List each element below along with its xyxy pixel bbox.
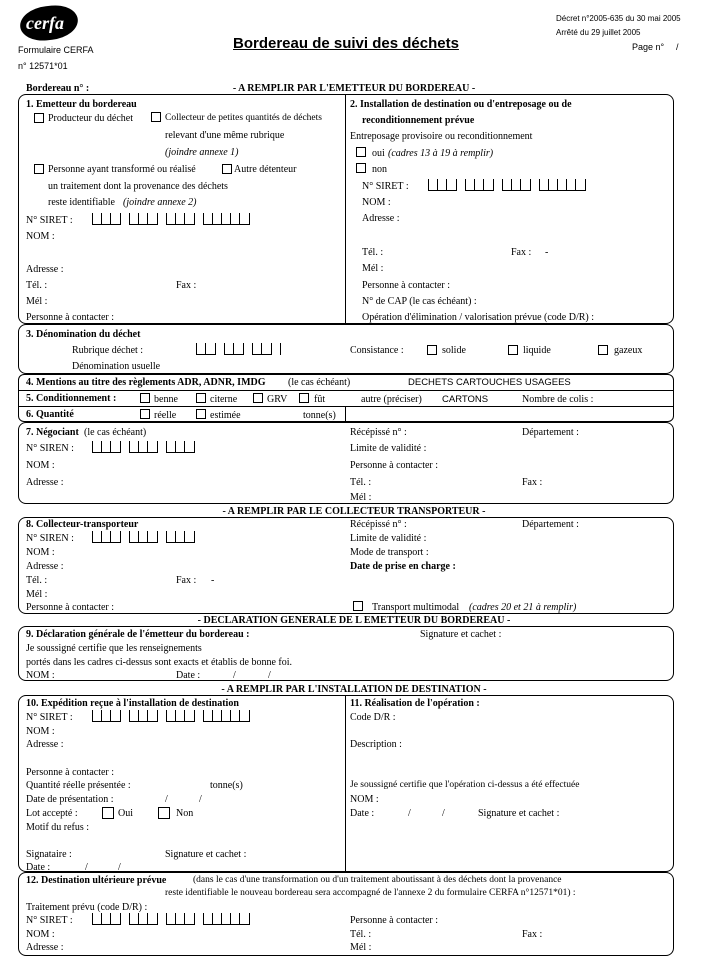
- benne-label: benne: [154, 394, 178, 405]
- transforme-label-3: reste identifiable: [48, 197, 115, 208]
- s10-date-sep-2: /: [118, 862, 121, 873]
- banner-declaration: - DECLARATION GENERALE DE L EMETTEUR DU BORDEREAU -: [197, 615, 511, 626]
- collecteur-label: Collecteur de petites quantités de déchets: [165, 113, 322, 123]
- section-2-title: 2. Installation de destination ou d'entreposage ou de: [350, 99, 572, 110]
- section-7-title: 7. Négociant: [26, 427, 79, 438]
- section-9-title: 9. Déclaration générale de l'émetteur du bordereau :: [26, 629, 250, 640]
- section-11-title: 11. Réalisation de l'opération :: [350, 698, 480, 709]
- s7-recepisse-label: Récépissé n° :: [350, 427, 407, 438]
- s2-operation-label: Opération d'élimination / valorisation prévue (code D/R) :: [362, 312, 595, 323]
- form-label: Formulaire CERFA: [18, 45, 94, 55]
- s2-fax-label: Fax :: [511, 247, 532, 258]
- s9-nom-label: NOM :: [26, 670, 55, 681]
- s10-date-pres-sep-1: /: [165, 794, 168, 805]
- s7-fax-label: Fax :: [522, 477, 543, 488]
- section-1-title: 1. Emetteur du bordereau: [26, 99, 137, 110]
- consistance-label: Consistance :: [350, 345, 404, 356]
- s9-text-1: Je soussigné certifie que les renseignements: [26, 643, 202, 654]
- autre-label: autre (préciser): [361, 394, 422, 405]
- s2-oui-checkbox[interactable]: [356, 147, 366, 157]
- section-4-value: DECHETS CARTOUCHES USAGEES: [408, 377, 571, 388]
- lot-oui-checkbox[interactable]: [102, 807, 114, 819]
- s10-date-pres-sep-2: /: [199, 794, 202, 805]
- tonnes-label: tonne(s): [303, 410, 336, 421]
- s8-adresse-label: Adresse :: [26, 561, 64, 572]
- s1-tel-label: Tél. :: [26, 280, 48, 291]
- s1-adresse-label: Adresse :: [26, 264, 64, 275]
- s12-nom-label: NOM :: [26, 929, 55, 940]
- decree-ref: Décret n°2005-635 du 30 mai 2005: [556, 14, 681, 23]
- autre-value: CARTONS: [442, 394, 489, 405]
- s2-siret-label: N° SIRET :: [362, 181, 409, 192]
- transforme-checkbox[interactable]: [34, 164, 44, 174]
- s10-quantite-label: Quantité réelle présentée :: [26, 780, 131, 791]
- s12-traitement-label: Traitement prévu (code D/R) :: [26, 902, 148, 913]
- section-1-2-box: [18, 94, 674, 324]
- gazeux-label: gazeux: [614, 345, 643, 356]
- s2-oui-note: (cadres 13 à 19 à remplir): [388, 148, 494, 159]
- divider: [345, 94, 346, 324]
- liquide-label: liquide: [523, 345, 551, 356]
- grv-checkbox[interactable]: [253, 393, 263, 403]
- citerne-checkbox[interactable]: [196, 393, 206, 403]
- collecteur-label-2: relevant d'une même rubrique: [165, 130, 285, 141]
- s8-fax-value: -: [211, 575, 215, 586]
- producteur-checkbox[interactable]: [34, 113, 44, 123]
- grv-label: GRV: [267, 394, 288, 405]
- s11-date-sep-2: /: [442, 808, 445, 819]
- s10-signataire-label: Signataire :: [26, 849, 72, 860]
- s8-tel-label: Tél. :: [26, 575, 48, 586]
- s1-siret-label: N° SIRET :: [26, 215, 73, 226]
- s2-mel-label: Mél :: [362, 263, 384, 274]
- section-4-note: (le cas échéant): [288, 377, 351, 388]
- s7-tel-label: Tél. :: [350, 477, 372, 488]
- rubrique-field[interactable]: [196, 343, 289, 355]
- rubrique-label: Rubrique déchet :: [72, 345, 144, 356]
- multimodal-label: Transport multimodal: [372, 602, 460, 613]
- s12-siret-field[interactable]: [92, 913, 258, 925]
- section-7-note: (le cas échéant): [84, 427, 147, 438]
- bordereau-number-label: Bordereau n° :: [26, 83, 90, 94]
- section-12-title: 12. Destination ultérieure prévue: [26, 875, 167, 886]
- s11-signature-label: Signature et cachet :: [478, 808, 560, 819]
- s10-contact-label: Personne à contacter :: [26, 767, 115, 778]
- s10-motif-label: Motif du refus :: [26, 822, 90, 833]
- s2-entreposage-label: Entreposage provisoire ou reconditionnement: [350, 131, 533, 142]
- section-8-title: 8. Collecteur-transporteur: [26, 519, 139, 530]
- s8-departement-label: Département :: [522, 519, 579, 530]
- lot-non-checkbox[interactable]: [158, 807, 170, 819]
- fut-label: fût: [314, 394, 326, 405]
- form-number: n° 12571*01: [18, 61, 68, 71]
- s9-date-sep-1: /: [233, 670, 236, 681]
- section-10-title: 10. Expédition reçue à l'installation de destination: [26, 698, 239, 709]
- s7-departement-label: Département :: [522, 427, 579, 438]
- s7-limite-label: Limite de validité :: [350, 443, 427, 454]
- lot-non-label: Non: [176, 808, 194, 819]
- section-12-note: (dans le cas d'une transformation ou d'un traitement aboutissant à des déchets dont la provenance: [193, 875, 562, 885]
- section-12-note-2: reste identifiable le nouveau bordereau sera accompagné de l'annexe 2 du formulaire CERFA n°12571*01) :: [165, 888, 576, 898]
- transforme-label-4: (joindre annexe 2): [123, 197, 197, 208]
- s8-siren-label: N° SIREN :: [26, 533, 74, 544]
- s1-contact-label: Personne à contacter :: [26, 312, 115, 323]
- s2-siret-field[interactable]: [428, 179, 594, 191]
- s10-tonnes-label: tonne(s): [210, 780, 243, 791]
- s11-date-sep-1: /: [408, 808, 411, 819]
- lot-oui-label: Oui: [118, 808, 133, 819]
- s11-date-label: Date :: [350, 808, 375, 819]
- divider: [345, 695, 346, 872]
- s10-lot-label: Lot accepté :: [26, 808, 78, 819]
- s9-date-sep-2: /: [268, 670, 271, 681]
- divider: [18, 390, 674, 391]
- s2-non-checkbox[interactable]: [356, 163, 366, 173]
- banner-emetteur: - A REMPLIR PAR L'EMETTEUR DU BORDEREAU -: [232, 83, 476, 94]
- s8-mode-label: Mode de transport :: [350, 547, 429, 558]
- collecteur-label-3: (joindre annexe 1): [165, 147, 239, 158]
- divider: [345, 406, 346, 422]
- s12-mel-label: Mél :: [350, 942, 372, 953]
- s8-recepisse-label: Récépissé n° :: [350, 519, 407, 530]
- section-4-title: 4. Mentions au titre des règlements ADR, ADNR, IMDG: [26, 377, 266, 388]
- s1-mel-label: Mél :: [26, 296, 48, 307]
- autre-detenteur-label: Autre détenteur: [234, 164, 297, 175]
- s12-contact-label: Personne à contacter :: [350, 915, 439, 926]
- s10-date-pres-label: Date de présentation :: [26, 794, 114, 805]
- arrete-ref: Arrêté du 29 juillet 2005: [556, 28, 641, 37]
- s10-siret-field[interactable]: [92, 710, 258, 722]
- section-6-title: 6. Quantité: [26, 409, 74, 420]
- solide-checkbox[interactable]: [427, 345, 437, 355]
- gazeux-checkbox[interactable]: [598, 345, 608, 355]
- reelle-checkbox[interactable]: [140, 409, 150, 419]
- s10-nom-label: NOM :: [26, 726, 55, 737]
- s10-adresse-label: Adresse :: [26, 739, 64, 750]
- s7-mel-label: Mél :: [350, 492, 372, 503]
- producteur-label: Producteur du déchet: [48, 113, 133, 124]
- s7-adresse-label: Adresse :: [26, 477, 64, 488]
- s10-date-label: Date :: [26, 862, 51, 873]
- s12-tel-label: Tél. :: [350, 929, 372, 940]
- s2-contact-label: Personne à contacter :: [362, 280, 451, 291]
- s11-certify-text: Je soussigné certifie que l'opération ci-dessus a été effectuée: [350, 780, 580, 790]
- multimodal-checkbox[interactable]: [353, 601, 363, 611]
- s2-fax-value: -: [545, 247, 549, 258]
- autre-detenteur-checkbox[interactable]: [222, 164, 232, 174]
- s8-nom-label: NOM :: [26, 547, 55, 558]
- s7-siren-field[interactable]: [92, 441, 203, 453]
- s8-fax-label: Fax :: [176, 575, 197, 586]
- s8-contact-label: Personne à contacter :: [26, 602, 115, 613]
- multimodal-note: (cadres 20 et 21 à remplir): [469, 602, 577, 613]
- section-3-title: 3. Dénomination du déchet: [26, 329, 141, 340]
- s1-siret-field[interactable]: [92, 213, 258, 225]
- denomination-label: Dénomination usuelle: [72, 361, 161, 372]
- reelle-label: réelle: [154, 410, 177, 421]
- s7-contact-label: Personne à contacter :: [350, 460, 439, 471]
- estimee-label: estimée: [210, 410, 241, 421]
- s12-fax-label: Fax :: [522, 929, 543, 940]
- fut-checkbox[interactable]: [299, 393, 309, 403]
- s2-nom-label: NOM :: [362, 197, 391, 208]
- s8-date-prise-label: Date de prise en charge :: [350, 561, 456, 572]
- transforme-label: Personne ayant transformé ou réalisé: [48, 164, 196, 175]
- s2-tel-label: Tél. :: [362, 247, 384, 258]
- banner-collecteur: - A REMPLIR PAR LE COLLECTEUR TRANSPORTEUR -: [222, 506, 486, 517]
- banner-installation: - A REMPLIR PAR L'INSTALLATION DE DESTINATION -: [221, 684, 487, 695]
- section-2-title-2: reconditionnement prévue: [362, 115, 475, 126]
- page-number-label: Page n°: [632, 42, 665, 52]
- divider: [18, 406, 674, 407]
- s11-description-label: Description :: [350, 739, 402, 750]
- s11-code-label: Code D/R :: [350, 712, 396, 723]
- s1-fax-label: Fax :: [176, 280, 197, 291]
- s10-date-sep-1: /: [85, 862, 88, 873]
- benne-checkbox[interactable]: [140, 393, 150, 403]
- s8-limite-label: Limite de validité :: [350, 533, 427, 544]
- s12-siret-label: N° SIRET :: [26, 915, 73, 926]
- s9-date-label: Date :: [176, 670, 201, 681]
- transforme-label-2: un traitement dont la provenance des déchets: [48, 181, 228, 192]
- section-5-title: 5. Conditionnement :: [26, 393, 117, 404]
- s12-adresse-label: Adresse :: [26, 942, 64, 953]
- s8-mel-label: Mél :: [26, 589, 48, 600]
- liquide-checkbox[interactable]: [508, 345, 518, 355]
- citerne-label: citerne: [210, 394, 238, 405]
- colis-label: Nombre de colis :: [522, 394, 594, 405]
- s9-signature-label: Signature et cachet :: [420, 629, 502, 640]
- s7-siren-label: N° SIREN :: [26, 443, 74, 454]
- s1-nom-label: NOM :: [26, 231, 55, 242]
- s10-signature-label: Signature et cachet :: [165, 849, 247, 860]
- solide-label: solide: [442, 345, 466, 356]
- s2-cap-label: N° de CAP (le cas échéant) :: [362, 296, 477, 307]
- page-number-sep: /: [676, 42, 679, 52]
- s10-siret-label: N° SIRET :: [26, 712, 73, 723]
- estimee-checkbox[interactable]: [196, 409, 206, 419]
- s8-siren-field[interactable]: [92, 531, 203, 543]
- s11-nom-label: NOM :: [350, 794, 379, 805]
- s9-text-2: portés dans les cadres ci-dessus sont exacts et établis de bonne foi.: [26, 657, 293, 668]
- cerfa-logo-text: cerfa: [26, 13, 64, 33]
- s2-oui-label: oui: [372, 148, 385, 159]
- s2-adresse-label: Adresse :: [362, 213, 400, 224]
- collecteur-checkbox[interactable]: [151, 112, 161, 122]
- s2-non-label: non: [372, 164, 387, 175]
- page-title: Bordereau de suivi des déchets: [233, 35, 459, 52]
- s7-nom-label: NOM :: [26, 460, 55, 471]
